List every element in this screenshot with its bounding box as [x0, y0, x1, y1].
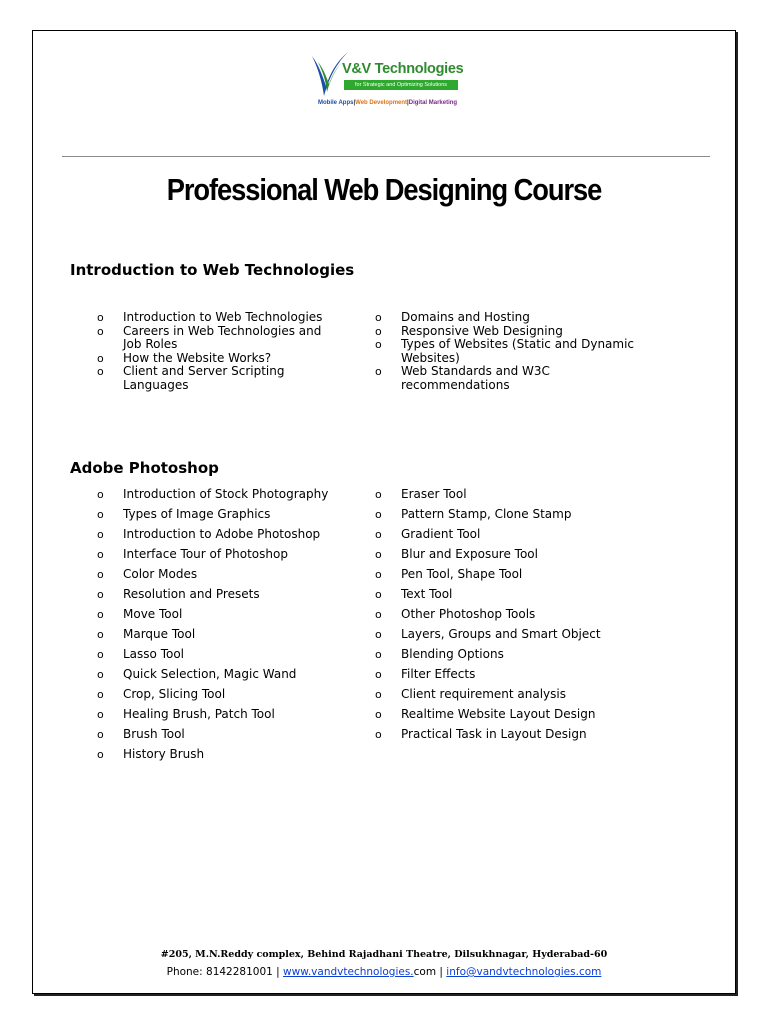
footer-phone: Phone: 8142281001 — [166, 966, 273, 978]
website-suffix: com — [413, 966, 437, 978]
bullet-icon: o — [97, 311, 104, 324]
logo-services — [318, 100, 457, 106]
list-item-text: Quick Selection, Magic Wand — [123, 667, 297, 681]
list-item — [375, 707, 661, 728]
list-item-text: Web Standards and W3C recommendations — [401, 364, 550, 392]
bullet-icon: o — [375, 338, 382, 351]
list-item-text: Layers, Groups and Smart Object — [401, 627, 601, 641]
list-item — [97, 350, 338, 366]
section-heading-web-technologies: Introduction to Web Technologies — [70, 261, 355, 279]
logo-tagline: for Strategic and Optimizing Solutions — [344, 80, 458, 90]
bullet-icon: o — [375, 728, 382, 741]
list-item-text: Careers in Web Technologies and Job Roles — [123, 323, 322, 351]
bullet-icon: o — [375, 488, 382, 501]
list-item-text: Introduction of Stock Photography — [123, 487, 329, 501]
bullet-icon: o — [375, 548, 382, 561]
list-item — [97, 487, 363, 508]
list-item-text: Types of Websites (Static and Dynamic Websites) — [401, 337, 635, 365]
web-tech-list-left — [97, 310, 338, 392]
list-item-text: Practical Task in Layout Design — [401, 727, 587, 741]
list-item — [97, 567, 363, 588]
bullet-icon: o — [97, 568, 104, 581]
list-item — [375, 310, 641, 325]
bullet-icon: o — [375, 688, 382, 701]
bullet-icon: o — [97, 324, 104, 338]
list-item-text: Client requirement analysis — [401, 687, 566, 701]
list-item-text: Pen Tool, Shape Tool — [401, 567, 523, 581]
bullet-icon: o — [375, 628, 382, 641]
service-web-development: Web Development — [355, 100, 408, 106]
bullet-icon: o — [375, 365, 382, 378]
list-item — [375, 507, 661, 528]
list-item — [97, 310, 338, 325]
list-item-text: Introduction to Adobe Photoshop — [123, 527, 321, 541]
list-item — [97, 647, 363, 668]
list-item — [375, 647, 661, 668]
company-logo — [308, 48, 468, 112]
list-item-text: Blur and Exposure Tool — [401, 547, 538, 561]
list-item-text: Types of Image Graphics — [123, 507, 271, 521]
bullet-icon: o — [97, 528, 104, 541]
list-item-text: Lasso Tool — [123, 647, 185, 661]
list-item — [97, 323, 338, 352]
bullet-icon: o — [97, 365, 104, 378]
list-item-text: Realtime Website Layout Design — [401, 707, 596, 721]
list-item-text: Color Modes — [123, 567, 198, 581]
bullet-icon: o — [97, 508, 104, 521]
website-link[interactable]: www.vandvtechnologies. — [283, 966, 414, 978]
photoshop-list-left — [97, 487, 363, 767]
service-separator: | — [407, 100, 409, 106]
bullet-icon: o — [97, 628, 104, 641]
list-item — [375, 727, 661, 748]
list-item — [97, 587, 363, 608]
list-item — [97, 364, 338, 392]
bullet-icon: o — [97, 648, 104, 661]
service-digital-marketing: Digital Marketing — [408, 100, 458, 106]
bullet-icon: o — [375, 668, 382, 681]
list-item-text: How the Website Works? — [123, 350, 272, 365]
list-item — [375, 547, 661, 568]
list-item-text: Text Tool — [401, 587, 453, 601]
list-item — [97, 547, 363, 568]
list-item — [375, 667, 661, 688]
list-item — [97, 687, 363, 708]
list-item — [97, 527, 363, 548]
page-title: Professional Web Designing Course — [166, 172, 602, 207]
footer-separator: | — [436, 966, 447, 978]
list-item-text: Blending Options — [401, 647, 504, 661]
list-item-text: Domains and Hosting — [401, 310, 530, 324]
list-item — [375, 323, 641, 339]
bullet-icon: o — [97, 608, 104, 621]
bullet-icon: o — [375, 311, 382, 324]
service-separator: | — [353, 100, 356, 106]
list-item — [97, 747, 363, 767]
list-item — [97, 727, 363, 748]
list-item — [375, 364, 641, 392]
list-item-text: Gradient Tool — [401, 527, 481, 541]
bullet-icon: o — [375, 648, 382, 661]
bullet-icon: o — [375, 708, 382, 721]
list-item — [375, 607, 661, 628]
bullet-icon: o — [97, 668, 104, 681]
header-divider — [62, 156, 710, 157]
bullet-icon: o — [97, 748, 104, 761]
list-item — [97, 627, 363, 648]
bullet-icon: o — [375, 508, 382, 521]
bullet-icon: o — [375, 608, 382, 621]
photoshop-list-right — [375, 487, 661, 748]
web-tech-list-right — [375, 310, 641, 392]
list-item-text: Marque Tool — [123, 627, 196, 641]
list-item-text: Other Photoshop Tools — [401, 607, 536, 621]
list-item — [375, 587, 661, 608]
list-item-text: Move Tool — [123, 607, 183, 621]
list-item-text: Interface Tour of Photoshop — [123, 547, 288, 561]
logo-name: V&V Technologies — [342, 61, 464, 77]
list-item-text: Filter Effects — [401, 667, 476, 681]
list-item — [375, 627, 661, 648]
bullet-icon: o — [97, 351, 104, 365]
list-item — [375, 487, 661, 508]
bullet-icon: o — [375, 528, 382, 541]
bullet-icon: o — [97, 688, 104, 701]
list-item — [97, 607, 363, 628]
bullet-icon: o — [375, 568, 382, 581]
list-item-text: History Brush — [123, 747, 205, 761]
list-item — [97, 707, 363, 728]
list-item — [375, 687, 661, 708]
bullet-icon: o — [375, 324, 382, 338]
footer-contact — [0, 966, 768, 978]
list-item-text: Client and Server Scripting Languages — [123, 364, 285, 392]
list-item — [375, 567, 661, 588]
list-item-text: Responsive Web Designing — [401, 323, 563, 338]
list-item-text: Introduction to Web Technologies — [123, 310, 323, 324]
bullet-icon: o — [375, 588, 382, 601]
section-heading-adobe-photoshop: Adobe Photoshop — [70, 459, 219, 477]
list-item-text: Brush Tool — [123, 727, 185, 741]
email-link[interactable]: info@vandvtechnologies.com — [446, 966, 602, 978]
list-item-text: Resolution and Presets — [123, 587, 260, 601]
list-item — [375, 527, 661, 548]
list-item-text: Pattern Stamp, Clone Stamp — [401, 507, 572, 521]
service-mobile-apps: Mobile Apps — [318, 100, 354, 106]
list-item — [375, 337, 641, 365]
bullet-icon: o — [97, 728, 104, 741]
list-item-text: Eraser Tool — [401, 487, 467, 501]
list-item — [97, 507, 363, 528]
footer-separator: | — [272, 966, 284, 978]
list-item — [97, 667, 363, 688]
list-item-text: Healing Brush, Patch Tool — [123, 707, 275, 721]
footer-address: #205, M.N.Reddy complex, Behind Rajadhani Theatre, Dilsukhnagar, Hyderabad-60 — [160, 949, 608, 960]
bullet-icon: o — [97, 488, 104, 501]
bullet-icon: o — [97, 548, 104, 561]
bullet-icon: o — [97, 708, 104, 721]
bullet-icon: o — [97, 588, 104, 601]
list-item-text: Crop, Slicing Tool — [123, 687, 226, 701]
